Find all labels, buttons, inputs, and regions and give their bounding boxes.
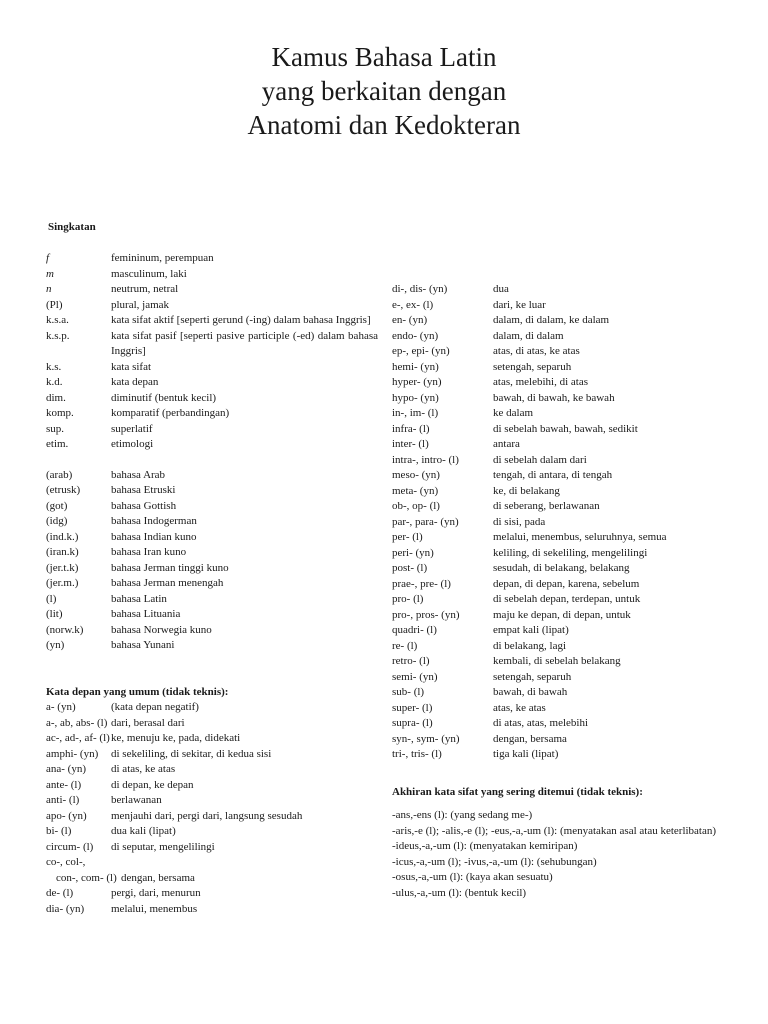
entry-term: komp. bbox=[46, 407, 74, 419]
entry-term: k.s. bbox=[46, 360, 62, 373]
singkatan-heading: Singkatan bbox=[48, 221, 96, 233]
entry-term: a- (yn) bbox=[46, 701, 76, 713]
list-item bbox=[46, 855, 386, 871]
entry-definition: dengan, bersama bbox=[121, 871, 195, 884]
entry-term: in-, im- (l) bbox=[392, 407, 439, 419]
entry-term: anti- (l) bbox=[46, 794, 80, 806]
entry-definition: di sebelah bawah, bawah, sedikit bbox=[493, 422, 638, 435]
entry-definition: di atas, ke atas bbox=[111, 763, 176, 775]
entry-definition: ke, di belakang bbox=[493, 484, 560, 497]
suffix-list bbox=[392, 808, 722, 901]
list-item bbox=[392, 546, 732, 562]
entry-term: (ind.k.) bbox=[46, 530, 79, 543]
entry-definition: dari, ke luar bbox=[493, 298, 546, 311]
list-item bbox=[46, 871, 386, 887]
entry-term: n bbox=[46, 283, 52, 295]
entry-definition: di belakang, lagi bbox=[493, 639, 567, 652]
entry-term: (jer.t.k) bbox=[46, 561, 79, 574]
entry-term: di-, dis- (yn) bbox=[392, 283, 448, 295]
suffix-item: -ideus,-a,-um (l): (menyatakan kemiripan) bbox=[392, 840, 578, 852]
prefix-heading: Kata depan yang umum (tidak teknis): bbox=[46, 686, 229, 698]
entry-definition: atas, melebihi, di atas bbox=[493, 376, 588, 388]
entry-term: dia- (yn) bbox=[46, 902, 85, 915]
list-item bbox=[46, 483, 378, 499]
entry-term: ep-, epi- (yn) bbox=[392, 345, 450, 357]
list-item bbox=[392, 406, 732, 422]
entry-term: semi- (yn) bbox=[392, 670, 438, 683]
entry-term: hyper- (yn) bbox=[392, 376, 442, 388]
list-item bbox=[46, 824, 386, 840]
entry-definition: tiga kali (lipat) bbox=[493, 748, 559, 760]
entry-term: ana- (yn) bbox=[46, 763, 87, 775]
entry-definition: bahasa Jerman tinggi kuno bbox=[111, 561, 229, 574]
entry-term: (etrusk) bbox=[46, 484, 81, 496]
list-item bbox=[392, 375, 732, 391]
entry-definition: bahasa Arab bbox=[111, 468, 166, 481]
entry-definition: di seputar, mengelilingi bbox=[111, 840, 215, 853]
list-item bbox=[392, 344, 732, 360]
entry-term: (got) bbox=[46, 499, 68, 512]
entry-term: (idg) bbox=[46, 515, 68, 527]
entry-term: etim. bbox=[46, 438, 69, 450]
entry-term: retro- (l) bbox=[392, 655, 430, 667]
title-line-3: Anatomi dan Kedokteran bbox=[247, 110, 521, 140]
list-item bbox=[392, 453, 732, 469]
list-item bbox=[392, 577, 732, 593]
list-item bbox=[392, 670, 732, 686]
entry-term: (arab) bbox=[46, 468, 73, 481]
list-item bbox=[392, 639, 732, 655]
entry-term: prae-, pre- (l) bbox=[392, 577, 451, 590]
entry-term: circum- (l) bbox=[46, 840, 94, 853]
entry-term: a-, ab, abs- (l) bbox=[46, 716, 108, 729]
entry-definition: kata sifat pasif [seperti pasive participle (-ed) dalam bahasa Inggris] bbox=[111, 329, 378, 357]
entry-definition: setengah, separuh bbox=[493, 670, 572, 683]
entry-term: quadri- (l) bbox=[392, 624, 437, 636]
entry-definition: bahasa Latin bbox=[111, 592, 167, 605]
entry-definition: bawah, di bawah, ke bawah bbox=[493, 391, 615, 404]
entry-term: infra- (l) bbox=[392, 422, 430, 435]
list-item bbox=[46, 406, 378, 422]
entry-term: de- (l) bbox=[46, 887, 74, 899]
entry-definition: ke dalam bbox=[493, 407, 534, 419]
entry-term: supra- (l) bbox=[392, 717, 433, 729]
entry-definition: bahasa Norwegia kuno bbox=[111, 623, 212, 636]
entry-term: en- (yn) bbox=[392, 314, 428, 326]
entry-definition: berlawanan bbox=[111, 794, 162, 806]
entry-term: m bbox=[46, 267, 54, 280]
list-item bbox=[392, 484, 732, 500]
list-item bbox=[46, 514, 378, 530]
list-item bbox=[392, 313, 732, 329]
entry-definition: masculinum, laki bbox=[111, 267, 187, 280]
abbreviation-list bbox=[46, 251, 378, 654]
entry-term: endo- (yn) bbox=[392, 329, 439, 342]
list-item bbox=[46, 468, 378, 484]
entry-term: ac-, ad-, af- (l) bbox=[46, 732, 110, 744]
entry-term: (yn) bbox=[46, 639, 65, 651]
entry-definition: bahasa Etruski bbox=[111, 484, 176, 496]
list-item bbox=[46, 902, 386, 918]
list-item bbox=[46, 607, 378, 623]
entry-term: amphi- (yn) bbox=[46, 747, 99, 760]
entry-term: peri- (yn) bbox=[392, 546, 434, 559]
entry-term: pro- (l) bbox=[392, 593, 424, 605]
list-item bbox=[46, 530, 378, 546]
suffix-item: -ulus,-a,-um (l): (bentuk kecil) bbox=[392, 886, 527, 899]
entry-definition: melalui, menembus, seluruhnya, semua bbox=[493, 531, 667, 543]
entry-term: dim. bbox=[46, 391, 66, 404]
list-item bbox=[46, 267, 378, 283]
list-item bbox=[392, 716, 732, 732]
list-item bbox=[46, 329, 378, 360]
entry-definition: melalui, menembus bbox=[111, 902, 198, 915]
entry-definition: dari, berasal dari bbox=[111, 716, 185, 729]
entry-definition: sesudah, di belakang, belakang bbox=[493, 562, 630, 574]
suffix-item: -icus,-a,-um (l); -ivus,-a,-um (l): (sehubungan) bbox=[392, 855, 597, 868]
list-item bbox=[392, 561, 732, 577]
list-item bbox=[46, 840, 386, 856]
entry-term: (l) bbox=[46, 592, 57, 605]
entry-term: e-, ex- (l) bbox=[392, 298, 434, 311]
entry-term: syn-, sym- (yn) bbox=[392, 732, 460, 745]
entry-definition: antara bbox=[493, 438, 520, 450]
entry-term: ob-, op- (l) bbox=[392, 500, 440, 512]
entry-definition: depan, di depan, karena, sebelum bbox=[493, 577, 640, 590]
entry-definition: di sebelah dalam dari bbox=[493, 453, 587, 466]
entry-definition: ke, menuju ke, pada, didekati bbox=[111, 732, 241, 744]
entry-term: sup. bbox=[46, 422, 65, 435]
entry-definition: bahasa Indian kuno bbox=[111, 530, 197, 543]
entry-definition: dua bbox=[493, 283, 509, 295]
page-title bbox=[0, 40, 768, 142]
list-item bbox=[46, 886, 386, 902]
entry-definition: menjauhi dari, pergi dari, langsung sesudah bbox=[111, 809, 303, 822]
entry-definition: (kata depan negatif) bbox=[111, 701, 199, 713]
entry-definition: neutrum, netral bbox=[111, 283, 179, 295]
suffix-item: -ans,-ens (l): (yang sedang me-) bbox=[392, 809, 533, 821]
entry-definition: dalam, di dalam, ke dalam bbox=[493, 314, 610, 326]
entry-definition: bahasa Iran kuno bbox=[111, 546, 187, 558]
entry-term: meso- (yn) bbox=[392, 469, 440, 481]
entry-term: tri-, tris- (l) bbox=[392, 748, 442, 760]
entry-definition: kata sifat aktif [seperti gerund (-ing) dalam bahasa Inggris] bbox=[111, 314, 371, 326]
entry-term: par-, para- (yn) bbox=[392, 515, 459, 528]
entry-definition: plural, jamak bbox=[111, 298, 170, 311]
list-item bbox=[46, 251, 378, 267]
list-item bbox=[46, 716, 386, 732]
list-item bbox=[46, 731, 386, 747]
list-item bbox=[392, 422, 732, 438]
entry-term: (iran.k) bbox=[46, 546, 79, 558]
suffix-item: -aris,-e (l); -alis,-e (l); -eus,-a,-um (l): (menyatakan asal atau keterlibatan) bbox=[392, 824, 717, 837]
entry-term: f bbox=[46, 252, 50, 264]
entry-definition: empat kali (lipat) bbox=[493, 624, 569, 636]
prefix-list-right bbox=[392, 282, 732, 763]
suffix-item: -osus,-a,-um (l): (kaya akan sesuatu) bbox=[392, 871, 553, 883]
entry-term: hemi- (yn) bbox=[392, 360, 439, 373]
entry-definition: setengah, separuh bbox=[493, 360, 572, 373]
list-item bbox=[46, 561, 378, 577]
entry-definition: kata sifat bbox=[111, 360, 152, 373]
list-item bbox=[46, 298, 378, 314]
entry-term: (Pl) bbox=[46, 298, 63, 311]
list-item bbox=[392, 437, 732, 453]
entry-definition: atas, ke atas bbox=[493, 701, 546, 714]
entry-definition: bawah, di bawah bbox=[493, 686, 568, 698]
list-item bbox=[46, 391, 378, 407]
entry-definition: bahasa Yunani bbox=[111, 639, 175, 651]
list-item bbox=[392, 685, 732, 701]
list-item bbox=[46, 545, 378, 561]
entry-term: (lit) bbox=[46, 608, 63, 620]
entry-term: (norw.k) bbox=[46, 623, 84, 636]
list-item bbox=[46, 793, 386, 809]
entry-term: con-, com- (l) bbox=[56, 871, 117, 884]
list-item bbox=[46, 809, 386, 825]
entry-definition: bahasa Lituania bbox=[111, 608, 181, 620]
list-item bbox=[46, 375, 378, 391]
list-item bbox=[46, 623, 378, 639]
entry-term: inter- (l) bbox=[392, 438, 429, 450]
list-item bbox=[46, 778, 386, 794]
entry-definition: etimologi bbox=[111, 438, 154, 450]
entry-term: super- (l) bbox=[392, 701, 433, 714]
entry-definition: bahasa Jerman menengah bbox=[111, 577, 224, 589]
entry-definition: tengah, di antara, di tengah bbox=[493, 469, 613, 481]
entry-definition: di sisi, pada bbox=[493, 515, 546, 528]
entry-term: pro-, pros- (yn) bbox=[392, 608, 460, 621]
list-item bbox=[392, 654, 732, 670]
entry-term: co-, col-, bbox=[46, 856, 86, 868]
entry-term: re- (l) bbox=[392, 639, 418, 652]
entry-definition: di sekeliling, di sekitar, di kedua sisi bbox=[111, 747, 272, 760]
entry-definition: dengan, bersama bbox=[493, 732, 567, 745]
entry-term: sub- (l) bbox=[392, 686, 425, 698]
suffix-heading: Akhiran kata sifat yang sering ditemui (tidak teknis): bbox=[392, 786, 643, 798]
entry-term: hypo- (yn) bbox=[392, 391, 439, 404]
list-item bbox=[46, 638, 378, 654]
list-item bbox=[46, 747, 386, 763]
list-item bbox=[392, 747, 732, 763]
list-item bbox=[392, 530, 732, 546]
entry-term: (jer.m.) bbox=[46, 577, 79, 589]
entry-definition: femininum, perempuan bbox=[111, 252, 214, 264]
entry-term: bi- (l) bbox=[46, 825, 72, 837]
list-item bbox=[392, 282, 732, 298]
entry-term: intra-, intro- (l) bbox=[392, 453, 459, 466]
list-item bbox=[46, 422, 378, 438]
list-item bbox=[46, 282, 378, 298]
entry-definition: diminutif (bentuk kecil) bbox=[111, 391, 217, 404]
list-item bbox=[392, 608, 732, 624]
entry-term: k.s.p. bbox=[46, 329, 70, 342]
list-item bbox=[392, 329, 732, 345]
entry-definition: kata depan bbox=[111, 376, 159, 388]
entry-term: post- (l) bbox=[392, 562, 428, 574]
entry-definition: kembali, di sebelah belakang bbox=[493, 655, 621, 667]
entry-definition: pergi, dari, menurun bbox=[111, 887, 201, 899]
list-item bbox=[46, 762, 386, 778]
list-item bbox=[392, 298, 732, 314]
list-item bbox=[46, 576, 378, 592]
entry-definition: dua kali (lipat) bbox=[111, 825, 176, 837]
list-item bbox=[46, 499, 378, 515]
entry-definition: dalam, di dalam bbox=[493, 329, 564, 342]
entry-definition: bahasa Gottish bbox=[111, 499, 177, 512]
list-item bbox=[392, 701, 732, 717]
list-item bbox=[392, 515, 732, 531]
entry-definition: di sebelah depan, terdepan, untuk bbox=[493, 593, 641, 605]
list-item bbox=[392, 499, 732, 515]
list-item bbox=[46, 360, 378, 376]
entry-term: k.d. bbox=[46, 376, 63, 388]
entry-definition: keliling, di sekeliling, mengelilingi bbox=[493, 546, 648, 559]
list-item bbox=[46, 313, 378, 329]
entry-term: apo- (yn) bbox=[46, 809, 87, 822]
list-item bbox=[392, 391, 732, 407]
list-item bbox=[392, 360, 732, 376]
entry-term: ante- (l) bbox=[46, 778, 82, 791]
list-item bbox=[392, 623, 732, 639]
list-item bbox=[392, 592, 732, 608]
title-line-1: Kamus Bahasa Latin bbox=[271, 42, 497, 72]
prefix-list-left bbox=[46, 700, 386, 917]
list-item bbox=[46, 592, 378, 608]
entry-definition: di seberang, berlawanan bbox=[493, 500, 600, 512]
entry-definition: komparatif (perbandingan) bbox=[111, 407, 230, 419]
list-item bbox=[46, 437, 378, 453]
entry-definition: bahasa Indogerman bbox=[111, 515, 197, 527]
spacer bbox=[46, 453, 378, 468]
entry-term: per- (l) bbox=[392, 531, 423, 543]
entry-definition: di depan, ke depan bbox=[111, 778, 194, 791]
list-item bbox=[46, 700, 386, 716]
entry-term: meta- (yn) bbox=[392, 484, 439, 497]
title-line-2: yang berkaitan dengan bbox=[261, 76, 507, 106]
entry-definition: di atas, atas, melebihi bbox=[493, 717, 588, 729]
entry-definition: atas, di atas, ke atas bbox=[493, 345, 580, 357]
entry-definition: superlatif bbox=[111, 422, 153, 435]
list-item bbox=[392, 468, 732, 484]
entry-term: k.s.a. bbox=[46, 314, 69, 326]
entry-definition: maju ke depan, di depan, untuk bbox=[493, 608, 631, 621]
list-item bbox=[392, 732, 732, 748]
